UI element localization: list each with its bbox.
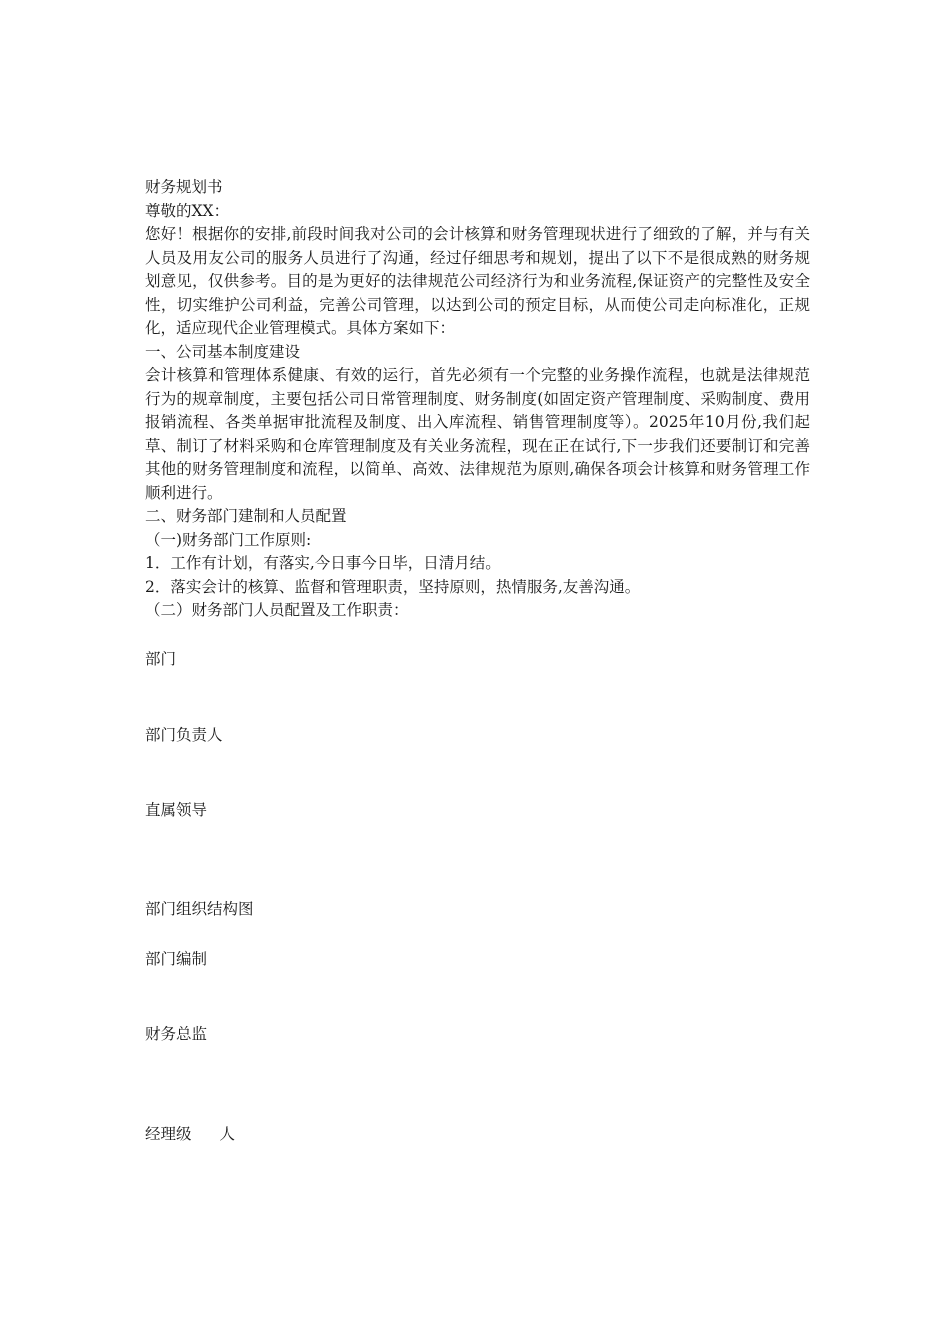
section-2-heading: 二、财务部门建制和人员配置 <box>145 507 347 525</box>
document-body <box>145 176 810 623</box>
principle-item-1: 1．工作有计划，有落实,今日事今日毕，日清月结。 <box>145 554 501 572</box>
subsection-2-heading: （二）财务部门人员配置及工作职责： <box>145 601 409 619</box>
label-dept: 部门 <box>145 650 177 668</box>
label-direct-leader: 直属领导 <box>145 801 208 819</box>
label-staffing: 部门编制 <box>145 950 208 968</box>
section-1-body: 会计核算和管理体系健康、有效的运行，首先必须有一个完整的业务操作流程，也就是法律规范行为的规章制度，主要包括公司日常管理制度、财务制度(如固定资产管理制度、采购制度、费用报销流程、各类单据审批流程及制度、出入库流程、销售管理制度等）。2025年10月份,我们起草、制订了材料采购和仓库管理制度及有关业务流程，现在正在试行,下一步我们还要制订和完善其他的财务管理制度和流程，以简单、高效、法律规范为原则,确保各项会计核算和财务管理工作顺利进行。 <box>145 366 810 502</box>
label-cfo: 财务总监 <box>145 1025 208 1043</box>
label-org-chart: 部门组织结构图 <box>145 900 254 918</box>
subsection-1-heading: （一)财务部门工作原则: <box>145 530 312 549</box>
label-manager-level: 经理级 <box>145 1125 192 1143</box>
label-manager-level-row <box>145 1123 235 1145</box>
label-dept-head: 部门负责人 <box>145 726 223 744</box>
principle-item-2: 2．落实会计的核算、监督和管理职责，坚持原则，热情服务,友善沟通。 <box>145 577 641 596</box>
label-manager-count: 人 <box>219 1125 236 1143</box>
document-title: 财务规划书 <box>145 178 223 196</box>
salutation: 尊敬的XX： <box>145 201 230 220</box>
section-1-heading: 一、公司基本制度建设 <box>145 342 301 361</box>
intro-paragraph: 您好！根据你的安排,前段时间我对公司的会计核算和财务管理现状进行了细致的了解，并与有关人员及用友公司的服务人员进行了沟通，经过仔细思考和规划，提出了以下不是很成熟的财务规划意见，仅供参考。目的是为更好的法律规范公司经济行为和业务流程,保证资产的完整性及安全性，切实维护公司利益，完善公司管理，以达到公司的预定目标，从而使公司走向标准化，正规化，适应现代企业管理模式。具体方案如下： <box>145 225 810 337</box>
